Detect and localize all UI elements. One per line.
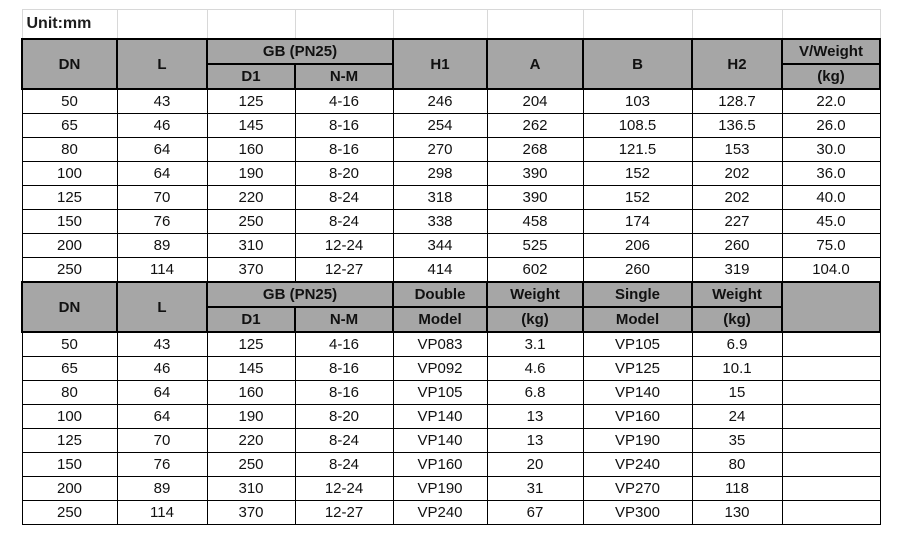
table-row <box>22 381 880 405</box>
table-cell: 100 <box>22 405 117 429</box>
table-cell: 8-16 <box>295 381 393 405</box>
table-row <box>22 332 880 357</box>
table-cell: 160 <box>207 138 295 162</box>
table-cell: 12-27 <box>295 258 393 283</box>
table-cell: 370 <box>207 258 295 283</box>
table-cell: VP125 <box>583 357 692 381</box>
table-cell <box>782 381 880 405</box>
table-cell: 8-16 <box>295 357 393 381</box>
table-cell: 114 <box>117 501 207 525</box>
table-cell: 67 <box>487 501 583 525</box>
table-cell: 121.5 <box>583 138 692 162</box>
table-cell: 8-20 <box>295 405 393 429</box>
table-cell: 150 <box>22 453 117 477</box>
table-cell: 8-20 <box>295 162 393 186</box>
table-cell: VP190 <box>393 477 487 501</box>
table-cell: 370 <box>207 501 295 525</box>
table-cell: 8-16 <box>295 114 393 138</box>
unit-row-spacer <box>207 10 295 40</box>
table-cell: 13 <box>487 429 583 453</box>
table-cell: 43 <box>117 89 207 114</box>
column-header-blank <box>782 282 880 332</box>
table-cell: VP190 <box>583 429 692 453</box>
table-cell: 3.1 <box>487 332 583 357</box>
table-cell: 6.8 <box>487 381 583 405</box>
column-header-dn: DN <box>22 282 117 332</box>
table-cell: 298 <box>393 162 487 186</box>
table-cell: 8-24 <box>295 186 393 210</box>
table-cell: 190 <box>207 405 295 429</box>
table-cell: 145 <box>207 114 295 138</box>
table-cell: 260 <box>583 258 692 283</box>
table-row <box>22 357 880 381</box>
table-cell: 190 <box>207 162 295 186</box>
column-header-l: L <box>117 282 207 332</box>
table-cell: VP140 <box>393 405 487 429</box>
column-header-vweight-unit: (kg) <box>782 64 880 89</box>
table-cell: 254 <box>393 114 487 138</box>
table-cell: 160 <box>207 381 295 405</box>
column-header-vweight: V/Weight <box>782 39 880 64</box>
table-cell: 118 <box>692 477 782 501</box>
column-header-weight-double-unit: (kg) <box>487 307 583 332</box>
column-header-single: Single <box>583 282 692 307</box>
table-cell: 12-27 <box>295 501 393 525</box>
table-cell: VP105 <box>583 332 692 357</box>
table-cell: 319 <box>692 258 782 283</box>
table-cell: 8-24 <box>295 429 393 453</box>
table-cell: 26.0 <box>782 114 880 138</box>
table-cell: 525 <box>487 234 583 258</box>
column-header-nm: N-M <box>295 64 393 89</box>
table-cell: VP140 <box>583 381 692 405</box>
table-cell: 200 <box>22 477 117 501</box>
table-cell: 4-16 <box>295 89 393 114</box>
table-cell: VP105 <box>393 381 487 405</box>
column-header-b: B <box>583 39 692 89</box>
table-cell: 76 <box>117 453 207 477</box>
table-cell: 64 <box>117 381 207 405</box>
table-cell: VP160 <box>393 453 487 477</box>
table-cell: 414 <box>393 258 487 283</box>
table-cell: VP160 <box>583 405 692 429</box>
table-cell: 250 <box>22 501 117 525</box>
table-cell: 174 <box>583 210 692 234</box>
section2-body <box>22 332 880 525</box>
table-cell: 108.5 <box>583 114 692 138</box>
column-header-gb-pn25: GB (PN25) <box>207 39 393 64</box>
table-cell: 20 <box>487 453 583 477</box>
table-cell: 136.5 <box>692 114 782 138</box>
table-cell: 260 <box>692 234 782 258</box>
table-cell: 268 <box>487 138 583 162</box>
table-cell: 6.9 <box>692 332 782 357</box>
table-cell: 310 <box>207 234 295 258</box>
table-cell: 250 <box>207 210 295 234</box>
table-cell: VP270 <box>583 477 692 501</box>
table-cell: 130 <box>692 501 782 525</box>
table-cell: VP300 <box>583 501 692 525</box>
table-cell: 152 <box>583 162 692 186</box>
table-cell: 206 <box>583 234 692 258</box>
table-cell: 22.0 <box>782 89 880 114</box>
table-cell: 65 <box>22 357 117 381</box>
column-header-weight-double: Weight <box>487 282 583 307</box>
table-cell: 200 <box>22 234 117 258</box>
table-row <box>22 477 880 501</box>
table-cell: 64 <box>117 405 207 429</box>
table-row <box>22 429 880 453</box>
table-cell: VP140 <box>393 429 487 453</box>
unit-row-spacer <box>487 10 583 40</box>
spec-table <box>21 9 881 525</box>
table-cell: 125 <box>22 186 117 210</box>
table-cell: 13 <box>487 405 583 429</box>
table-cell: 103 <box>583 89 692 114</box>
table-row <box>22 162 880 186</box>
table-cell <box>782 501 880 525</box>
table-cell: 80 <box>22 138 117 162</box>
table-cell: VP240 <box>393 501 487 525</box>
table-cell: 70 <box>117 186 207 210</box>
table-cell: 46 <box>117 357 207 381</box>
table-row <box>22 210 880 234</box>
table-cell: 344 <box>393 234 487 258</box>
table-cell <box>782 477 880 501</box>
table-cell: 125 <box>207 89 295 114</box>
table-cell: 4.6 <box>487 357 583 381</box>
unit-label: Unit:mm <box>22 10 117 40</box>
table-cell: VP092 <box>393 357 487 381</box>
table-cell: 24 <box>692 405 782 429</box>
table-cell: 153 <box>692 138 782 162</box>
table-cell: 15 <box>692 381 782 405</box>
table-cell: 220 <box>207 186 295 210</box>
column-header-dn: DN <box>22 39 117 89</box>
table-cell: 204 <box>487 89 583 114</box>
column-header-double: Double <box>393 282 487 307</box>
unit-row-spacer <box>117 10 207 40</box>
table-cell <box>782 405 880 429</box>
unit-row-spacer <box>583 10 692 40</box>
table-cell <box>782 332 880 357</box>
table-cell: 10.1 <box>692 357 782 381</box>
table-cell: 202 <box>692 186 782 210</box>
table-cell: 12-24 <box>295 477 393 501</box>
table-row <box>22 186 880 210</box>
table-cell: 318 <box>393 186 487 210</box>
table-cell: 31 <box>487 477 583 501</box>
table-cell: 40.0 <box>782 186 880 210</box>
column-header-weight-single-unit: (kg) <box>692 307 782 332</box>
table-cell: 150 <box>22 210 117 234</box>
table-cell: VP240 <box>583 453 692 477</box>
table-cell: 125 <box>22 429 117 453</box>
table-cell: 70 <box>117 429 207 453</box>
table-cell: 128.7 <box>692 89 782 114</box>
table-cell: 114 <box>117 258 207 283</box>
table-cell: 65 <box>22 114 117 138</box>
table-cell: 64 <box>117 138 207 162</box>
table-cell: 104.0 <box>782 258 880 283</box>
table-cell: 8-24 <box>295 453 393 477</box>
table-cell: VP083 <box>393 332 487 357</box>
table-cell <box>782 429 880 453</box>
table-cell: 76 <box>117 210 207 234</box>
table-cell: 43 <box>117 332 207 357</box>
table-row <box>22 138 880 162</box>
table-cell: 75.0 <box>782 234 880 258</box>
column-header-gb-pn25: GB (PN25) <box>207 282 393 307</box>
table-cell: 46 <box>117 114 207 138</box>
table-cell: 50 <box>22 332 117 357</box>
table-row <box>22 114 880 138</box>
unit-row-spacer <box>782 10 880 40</box>
table-cell <box>782 453 880 477</box>
table-row <box>22 501 880 525</box>
table-cell <box>782 357 880 381</box>
unit-row-spacer <box>692 10 782 40</box>
table-cell: 202 <box>692 162 782 186</box>
table-row <box>22 258 880 283</box>
table-row <box>22 234 880 258</box>
table-cell: 125 <box>207 332 295 357</box>
table-cell: 30.0 <box>782 138 880 162</box>
table-cell: 100 <box>22 162 117 186</box>
column-header-a: A <box>487 39 583 89</box>
table-cell: 89 <box>117 477 207 501</box>
table-cell: 246 <box>393 89 487 114</box>
table-cell: 80 <box>692 453 782 477</box>
table-cell: 338 <box>393 210 487 234</box>
unit-row-spacer <box>393 10 487 40</box>
column-header-h1: H1 <box>393 39 487 89</box>
table-cell: 250 <box>207 453 295 477</box>
table-cell: 220 <box>207 429 295 453</box>
column-header-weight-single: Weight <box>692 282 782 307</box>
column-header-single-model: Model <box>583 307 692 332</box>
unit-row <box>22 10 880 40</box>
table-cell: 310 <box>207 477 295 501</box>
table-cell: 12-24 <box>295 234 393 258</box>
table-cell: 270 <box>393 138 487 162</box>
table-cell: 8-16 <box>295 138 393 162</box>
table-cell: 262 <box>487 114 583 138</box>
column-header-d1: D1 <box>207 64 295 89</box>
table-cell: 35 <box>692 429 782 453</box>
column-header-h2: H2 <box>692 39 782 89</box>
table-row <box>22 89 880 114</box>
table-cell: 390 <box>487 186 583 210</box>
column-header-nm: N-M <box>295 307 393 332</box>
section1-body <box>22 89 880 282</box>
table-cell: 4-16 <box>295 332 393 357</box>
column-header-double-model: Model <box>393 307 487 332</box>
column-header-d1: D1 <box>207 307 295 332</box>
column-header-l: L <box>117 39 207 89</box>
table-cell: 145 <box>207 357 295 381</box>
table-row <box>22 453 880 477</box>
table-cell: 227 <box>692 210 782 234</box>
table-row <box>22 405 880 429</box>
spec-sheet <box>21 9 900 525</box>
table-cell: 36.0 <box>782 162 880 186</box>
table-cell: 390 <box>487 162 583 186</box>
table-cell: 250 <box>22 258 117 283</box>
table-cell: 45.0 <box>782 210 880 234</box>
table-cell: 602 <box>487 258 583 283</box>
table-cell: 64 <box>117 162 207 186</box>
table-cell: 89 <box>117 234 207 258</box>
table-cell: 50 <box>22 89 117 114</box>
section1-header-row-top <box>22 39 880 64</box>
table-cell: 8-24 <box>295 210 393 234</box>
unit-row-spacer <box>295 10 393 40</box>
table-cell: 458 <box>487 210 583 234</box>
table-cell: 152 <box>583 186 692 210</box>
section2-header-row-top <box>22 282 880 307</box>
table-cell: 80 <box>22 381 117 405</box>
